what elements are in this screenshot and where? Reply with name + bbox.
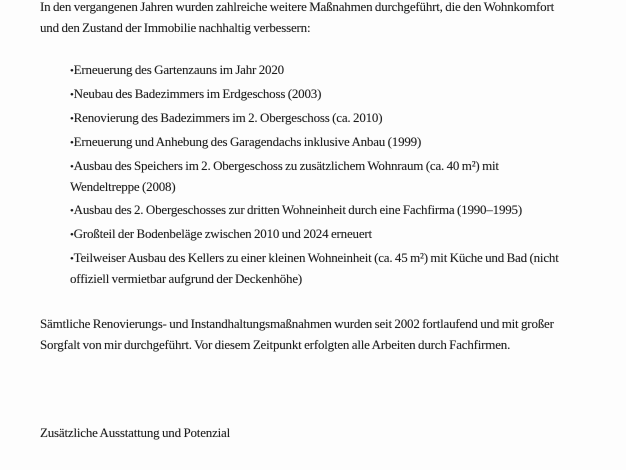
bullet-icon: • [70, 161, 74, 173]
renovation-list [70, 60, 567, 292]
bullet-icon: • [70, 253, 74, 265]
bullet-icon: • [70, 137, 74, 149]
list-item-text: Erneuerung des Gartenzauns im Jahr 2020 [73, 62, 284, 77]
list-item-text: Erneuerung und Anhebung des Garagendachs inklusive Anbau (1999) [73, 134, 422, 149]
section-heading: Zusätzliche Ausstattung und Potenzial [40, 425, 231, 440]
list-item-text: Ausbau des 2. Obergeschosses zur dritten Wohneinheit durch eine Fachfirma (1990–1995) [73, 202, 522, 217]
list-item-text: Neubau des Badezimmers im Erdgeschoss (2003) [73, 86, 322, 101]
closing-paragraph: Sämtliche Renovierungs- und Instandhaltungsmaßnahmen wurden seit 2002 fortlaufend und mit großer Sorgfalt von mir durchgeführt. Vor diesem Zeitpunkt erfolgten alle Arbeiten durch Fachfirmen. [40, 316, 554, 352]
bullet-icon: • [70, 89, 74, 101]
list-item-text: Teilweiser Ausbau des Kellers zu einer kleinen Wohneinheit (ca. 45 m²) mit Küche und Bad (nicht offiziell vermietbar aufgrund der Deckenhöhe) [70, 250, 559, 286]
list-item [70, 156, 567, 197]
bullet-icon: • [70, 229, 74, 241]
list-item [70, 108, 567, 129]
list-item [70, 132, 567, 153]
list-item-text: Renovierung des Badezimmers im 2. Obergeschoss (ca. 2010) [73, 110, 383, 125]
intro-paragraph: In den vergangenen Jahren wurden zahlreiche weitere Maßnahmen durchgeführt, die den Wohnkomfort und den Zustand der Immobilie nachhaltig verbessern: [40, 0, 554, 35]
bullet-icon: • [70, 65, 74, 77]
list-item [70, 224, 567, 245]
list-item [70, 248, 567, 289]
list-item-text: Ausbau des Speichers im 2. Obergeschoss zu zusätzlichem Wohnraum (ca. 40 m²) mit Wendeltreppe (2008) [70, 158, 499, 194]
list-item [70, 84, 567, 105]
list-item [70, 60, 567, 81]
bullet-icon: • [70, 205, 74, 217]
bullet-icon: • [70, 113, 74, 125]
list-item-text: Großteil der Bodenbeläge zwischen 2010 und 2024 erneuert [73, 226, 372, 241]
list-item [70, 200, 567, 221]
